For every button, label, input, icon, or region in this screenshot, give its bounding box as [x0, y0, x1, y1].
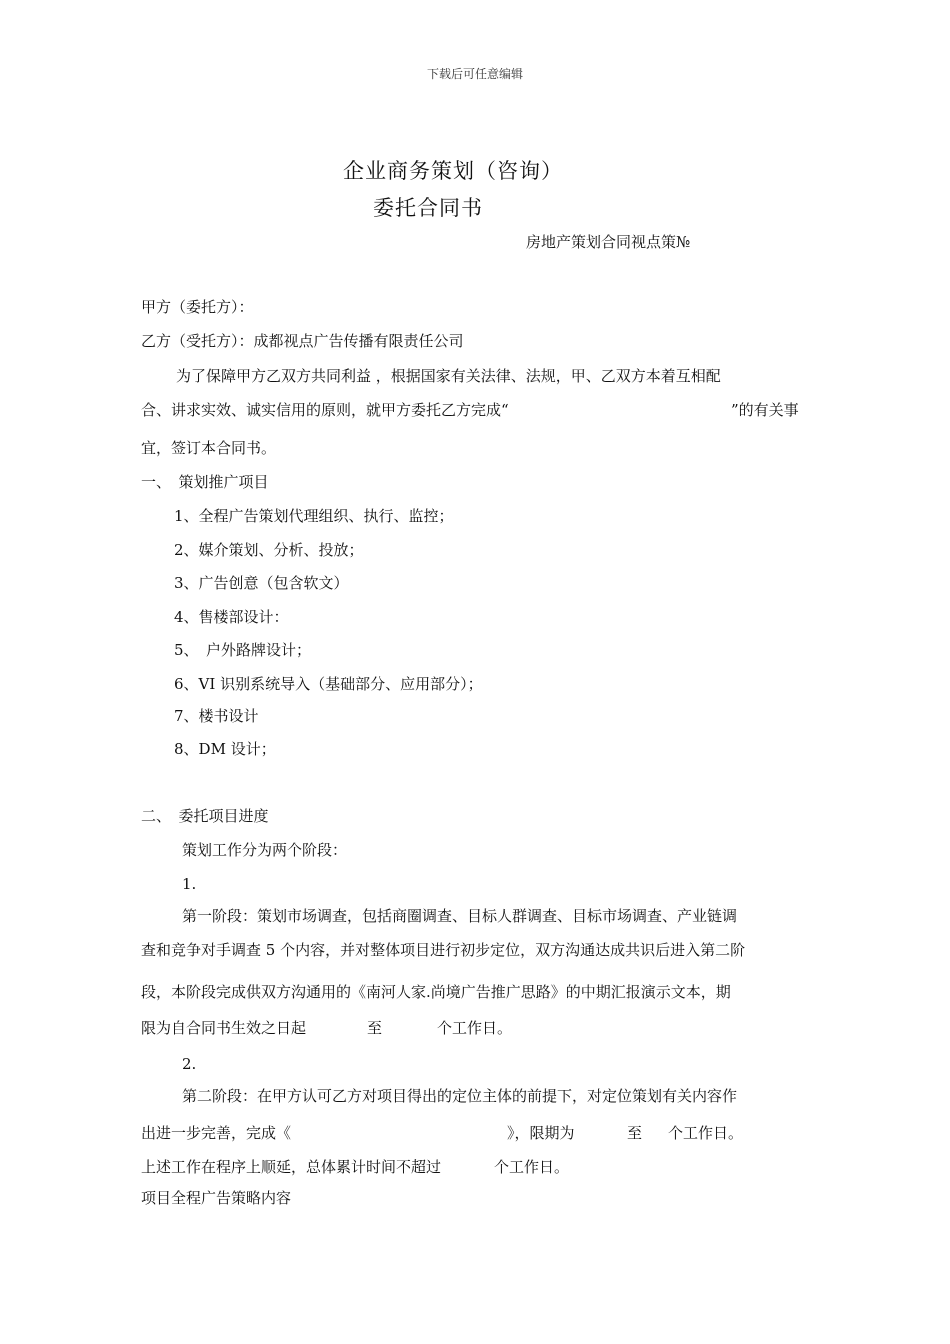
list-item: 8、DM 设计； — [174, 740, 276, 758]
total-time: 上述工作在程序上顺延，总体累计时间不超过 — [141, 1158, 442, 1176]
list-item: 7、楼书设计 — [174, 707, 259, 725]
section2-heading: 二、 委托项目进度 — [141, 807, 269, 825]
phase1-line2: 查和竞争对手调查 5 个内容，并对整体项目进行初步定位，双方沟通达成共识后进入第二阶 — [141, 941, 746, 959]
phase1-number: 1. — [182, 875, 197, 893]
intro-line2: 合、讲求实效、诚实信用的原则，就甲方委托乙方完成“ — [141, 401, 509, 419]
intro-line3: 宜，签订本合同书。 — [141, 439, 277, 457]
phase1-line4-tail: 个工作日。 — [437, 1019, 513, 1037]
phase1-line1: 第一阶段：策划市场调查，包括商圈调查、目标人群调查、目标市场调查、产业链调 — [182, 907, 738, 925]
phase2-number: 2. — [182, 1055, 197, 1073]
total-time-tail: 个工作日。 — [494, 1158, 570, 1176]
title-line1: 企业商务策划（咨询） — [343, 159, 563, 183]
list-item: 5、 户外路牌设计； — [174, 641, 312, 659]
list-item: 2、媒介策划、分析、投放； — [174, 541, 364, 559]
strategy-content-heading: 项目全程广告策略内容 — [141, 1189, 292, 1207]
header-note: 下载后可任意编辑 — [426, 67, 523, 81]
intro-line2-tail: ”的有关事 — [731, 401, 799, 419]
list-item: 6、VI 识别系统导入（基础部分、应用部分）； — [174, 675, 483, 693]
contract-ref-number: 房地产策划合同视点策№ — [526, 233, 691, 251]
phase2-line2: 出进一步完善，完成《 — [141, 1124, 292, 1142]
title-line2: 委托合同书 — [373, 196, 483, 220]
phase1-line4-mid: 至 — [367, 1019, 383, 1037]
list-item: 4、售楼部设计： — [174, 608, 289, 626]
phase2-line2-b: 》，限期为 — [507, 1124, 575, 1142]
list-item: 1、全程广告策划代理组织、执行、监控； — [174, 507, 454, 525]
party-a: 甲方（委托方）： — [141, 298, 254, 316]
phase2-line1: 第二阶段：在甲方认可乙方对项目得出的定位主体的前提下，对定位策划有关内容作 — [182, 1087, 738, 1105]
intro-line1: 为了保障甲方乙双方共同利益 ，根据国家有关法律、法规，甲、乙双方本着互相配 — [176, 367, 721, 385]
phase1-line4: 限为自合同书生效之日起 — [141, 1019, 307, 1037]
section1-heading: 一、 策划推广项目 — [141, 473, 269, 491]
phase2-line2-d: 个工作日。 — [668, 1124, 744, 1142]
phase1-line3: 段，本阶段完成供双方沟通用的《南河人家.尚境广告推广思路》的中期汇报演示文本，期 — [141, 983, 731, 1001]
phase2-line2-c: 至 — [627, 1124, 643, 1142]
section2-intro: 策划工作分为两个阶段： — [182, 841, 348, 859]
party-b: 乙方（受托方）：成都视点广告传播有限责任公司 — [141, 332, 464, 350]
list-item: 3、广告创意（包含软文） — [174, 574, 349, 592]
